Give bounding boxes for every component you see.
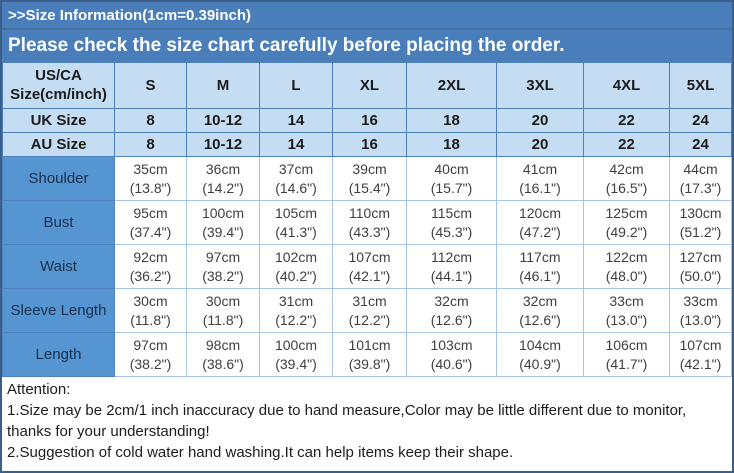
- measurement-cell: [584, 157, 670, 201]
- inch-value: (38.6"): [202, 355, 244, 372]
- size-cell: 22: [584, 133, 670, 157]
- au-size-row: [3, 133, 732, 157]
- measurement-cell: [670, 245, 732, 289]
- measurement-cell: [407, 289, 497, 333]
- inch-value: (41.7"): [605, 355, 648, 372]
- cm-value: 115cm: [431, 204, 472, 221]
- inch-value: (44.1"): [430, 267, 473, 284]
- measurement-cell: [407, 245, 497, 289]
- cm-value: 31cm: [352, 292, 387, 309]
- measurement-cell: [670, 157, 732, 201]
- measurement-cell: [497, 333, 584, 377]
- cm-value: 36cm: [205, 160, 241, 177]
- inch-value: (12.2"): [275, 311, 317, 328]
- measurement-cell: [584, 289, 670, 333]
- cm-value: 30cm: [133, 292, 168, 309]
- inch-value: (12.2"): [348, 311, 391, 328]
- inch-value: (51.2"): [679, 223, 722, 240]
- cm-value: 125cm: [605, 204, 648, 221]
- cm-value: 42cm: [609, 160, 644, 177]
- column-header: M: [187, 63, 260, 109]
- inch-value: (45.3"): [430, 223, 473, 240]
- size-chart-table: [2, 62, 732, 377]
- sleeve-length-row: [3, 289, 732, 333]
- cm-value: 107cm: [679, 336, 722, 353]
- measurement-cell: [407, 201, 497, 245]
- cm-value: 102cm: [274, 248, 318, 265]
- inch-value: (13.0"): [679, 311, 722, 328]
- cm-value: 100cm: [274, 336, 318, 353]
- cm-value: 40cm: [434, 160, 469, 177]
- row-label: Bust: [3, 201, 115, 245]
- inch-value: (42.1"): [348, 267, 391, 284]
- measurement-cell: [260, 201, 333, 245]
- inch-value: (17.3"): [679, 179, 722, 196]
- corner-header-line2: Size(cm/inch): [10, 85, 107, 103]
- cm-value: 30cm: [205, 292, 241, 309]
- measurement-cell: [333, 201, 407, 245]
- bust-row: [3, 201, 732, 245]
- cm-value: 97cm: [205, 248, 241, 265]
- inch-value: (43.3"): [348, 223, 391, 240]
- uk-size-row: [3, 109, 732, 133]
- inch-value: (39.4"): [275, 355, 317, 372]
- row-label: Sleeve Length: [3, 289, 115, 333]
- cm-value: 32cm: [522, 292, 558, 309]
- length-row: [3, 333, 732, 377]
- measurement-cell: [260, 333, 333, 377]
- inch-value: (37.4"): [129, 223, 172, 240]
- size-cell: 24: [670, 109, 732, 133]
- size-cell: 18: [407, 109, 497, 133]
- inch-value: (36.2"): [129, 267, 172, 284]
- inch-value: (14.6"): [275, 179, 317, 196]
- inch-value: (39.4"): [202, 223, 244, 240]
- measurement-cell: [115, 333, 187, 377]
- column-header: 2XL: [407, 63, 497, 109]
- column-header: S: [115, 63, 187, 109]
- inch-value: (14.2"): [202, 179, 244, 196]
- column-header: 4XL: [584, 63, 670, 109]
- inch-value: (40.9"): [519, 355, 561, 372]
- measurement-cell: [187, 333, 260, 377]
- cm-value: 112cm: [431, 248, 472, 265]
- cm-value: 92cm: [133, 248, 168, 265]
- inch-value: (40.6"): [430, 355, 473, 372]
- size-chart-warning-banner: Please check the size chart carefully before placing the order.: [2, 30, 732, 62]
- attention-heading: Attention:: [7, 381, 71, 398]
- inch-value: (11.8"): [130, 311, 171, 328]
- measurement-cell: [187, 245, 260, 289]
- measurement-cell: [584, 201, 670, 245]
- inch-value: (38.2"): [129, 355, 172, 372]
- column-header: XL: [333, 63, 407, 109]
- measurement-cell: [333, 333, 407, 377]
- inch-value: (48.0"): [605, 267, 648, 284]
- inch-value: (15.4"): [348, 179, 391, 196]
- cm-value: 107cm: [348, 248, 391, 265]
- measurement-cell: [333, 289, 407, 333]
- size-cell: 22: [584, 109, 670, 133]
- size-header-row: [3, 63, 732, 109]
- cm-value: 35cm: [133, 160, 168, 177]
- size-cell: 18: [407, 133, 497, 157]
- measurement-cell: [187, 201, 260, 245]
- cm-value: 127cm: [679, 248, 722, 265]
- waist-row: [3, 245, 732, 289]
- measurement-cell: [497, 157, 584, 201]
- inch-value: (50.0"): [679, 267, 722, 284]
- size-cell: 20: [497, 109, 584, 133]
- size-cell: 10-12: [187, 109, 260, 133]
- cm-value: 39cm: [352, 160, 387, 177]
- inch-value: (16.5"): [605, 179, 648, 196]
- attention-note-1: 1.Size may be 2cm/1 inch inaccuracy due to hand measure,Color may be little different due to monitor, thanks for your understanding!: [7, 402, 687, 440]
- size-cell: 16: [333, 133, 407, 157]
- cm-value: 103cm: [430, 336, 473, 353]
- inch-value: (11.8"): [202, 311, 244, 328]
- inch-value: (49.2"): [605, 223, 648, 240]
- measurement-cell: [670, 333, 732, 377]
- measurement-cell: [115, 289, 187, 333]
- shoulder-row: [3, 157, 732, 201]
- measurement-cell: [497, 245, 584, 289]
- size-cell: 14: [260, 133, 333, 157]
- measurement-cell: [497, 201, 584, 245]
- size-cell: 14: [260, 109, 333, 133]
- cm-value: 122cm: [605, 248, 648, 265]
- inch-value: (47.2"): [519, 223, 561, 240]
- corner-header-cell: [3, 63, 115, 109]
- row-label: Waist: [3, 245, 115, 289]
- cm-value: 31cm: [278, 292, 314, 309]
- inch-value: (13.8"): [129, 179, 172, 196]
- cm-value: 33cm: [609, 292, 644, 309]
- inch-value: (15.7"): [430, 179, 473, 196]
- measurement-cell: [584, 333, 670, 377]
- inch-value: (39.8"): [348, 355, 391, 372]
- cm-value: 41cm: [522, 160, 558, 177]
- inch-value: (40.2"): [275, 267, 317, 284]
- inch-value: (16.1"): [519, 179, 561, 196]
- cm-value: 117cm: [519, 248, 561, 265]
- size-cell: 10-12: [187, 133, 260, 157]
- row-label: AU Size: [3, 133, 115, 157]
- cm-value: 104cm: [518, 336, 562, 353]
- size-cell: 8: [115, 133, 187, 157]
- cm-value: 100cm: [201, 204, 245, 221]
- measurement-cell: [260, 245, 333, 289]
- measurement-cell: [333, 245, 407, 289]
- measurement-cell: [670, 201, 732, 245]
- inch-value: (12.6"): [430, 311, 473, 328]
- column-header: 3XL: [497, 63, 584, 109]
- cm-value: 106cm: [605, 336, 648, 353]
- inch-value: (46.1"): [519, 267, 561, 284]
- row-label: Shoulder: [3, 157, 115, 201]
- measurement-cell: [497, 289, 584, 333]
- measurement-cell: [333, 157, 407, 201]
- row-label: Length: [3, 333, 115, 377]
- attention-note-2: 2.Suggestion of cold water hand washing.It can help items keep their shape.: [7, 444, 514, 461]
- measurement-cell: [260, 289, 333, 333]
- cm-value: 32cm: [434, 292, 469, 309]
- attention-section: [2, 377, 732, 463]
- measurement-cell: [187, 157, 260, 201]
- measurement-cell: [115, 245, 187, 289]
- size-information-title: >>Size Information(1cm=0.39inch): [2, 2, 732, 30]
- cm-value: 97cm: [133, 336, 168, 353]
- size-cell: 8: [115, 109, 187, 133]
- measurement-cell: [115, 157, 187, 201]
- column-header: L: [260, 63, 333, 109]
- inch-value: (13.0"): [605, 311, 648, 328]
- column-header: 5XL: [670, 63, 732, 109]
- cm-value: 95cm: [133, 204, 168, 221]
- cm-value: 110cm: [349, 204, 390, 221]
- cm-value: 120cm: [518, 204, 562, 221]
- measurement-cell: [584, 245, 670, 289]
- inch-value: (41.3"): [275, 223, 317, 240]
- cm-value: 101cm: [348, 336, 391, 353]
- cm-value: 44cm: [683, 160, 718, 177]
- measurement-cell: [187, 289, 260, 333]
- measurement-cell: [407, 333, 497, 377]
- cm-value: 98cm: [205, 336, 241, 353]
- inch-value: (42.1"): [679, 355, 722, 372]
- inch-value: (12.6"): [519, 311, 561, 328]
- measurement-cell: [260, 157, 333, 201]
- corner-header-line1: US/CA: [35, 66, 82, 84]
- size-cell: 16: [333, 109, 407, 133]
- cm-value: 105cm: [274, 204, 318, 221]
- inch-value: (38.2"): [202, 267, 244, 284]
- row-label: UK Size: [3, 109, 115, 133]
- measurement-cell: [670, 289, 732, 333]
- cm-value: 33cm: [683, 292, 718, 309]
- measurement-cell: [115, 201, 187, 245]
- size-cell: 20: [497, 133, 584, 157]
- cm-value: 130cm: [679, 204, 722, 221]
- measurement-cell: [407, 157, 497, 201]
- size-cell: 24: [670, 133, 732, 157]
- cm-value: 37cm: [278, 160, 314, 177]
